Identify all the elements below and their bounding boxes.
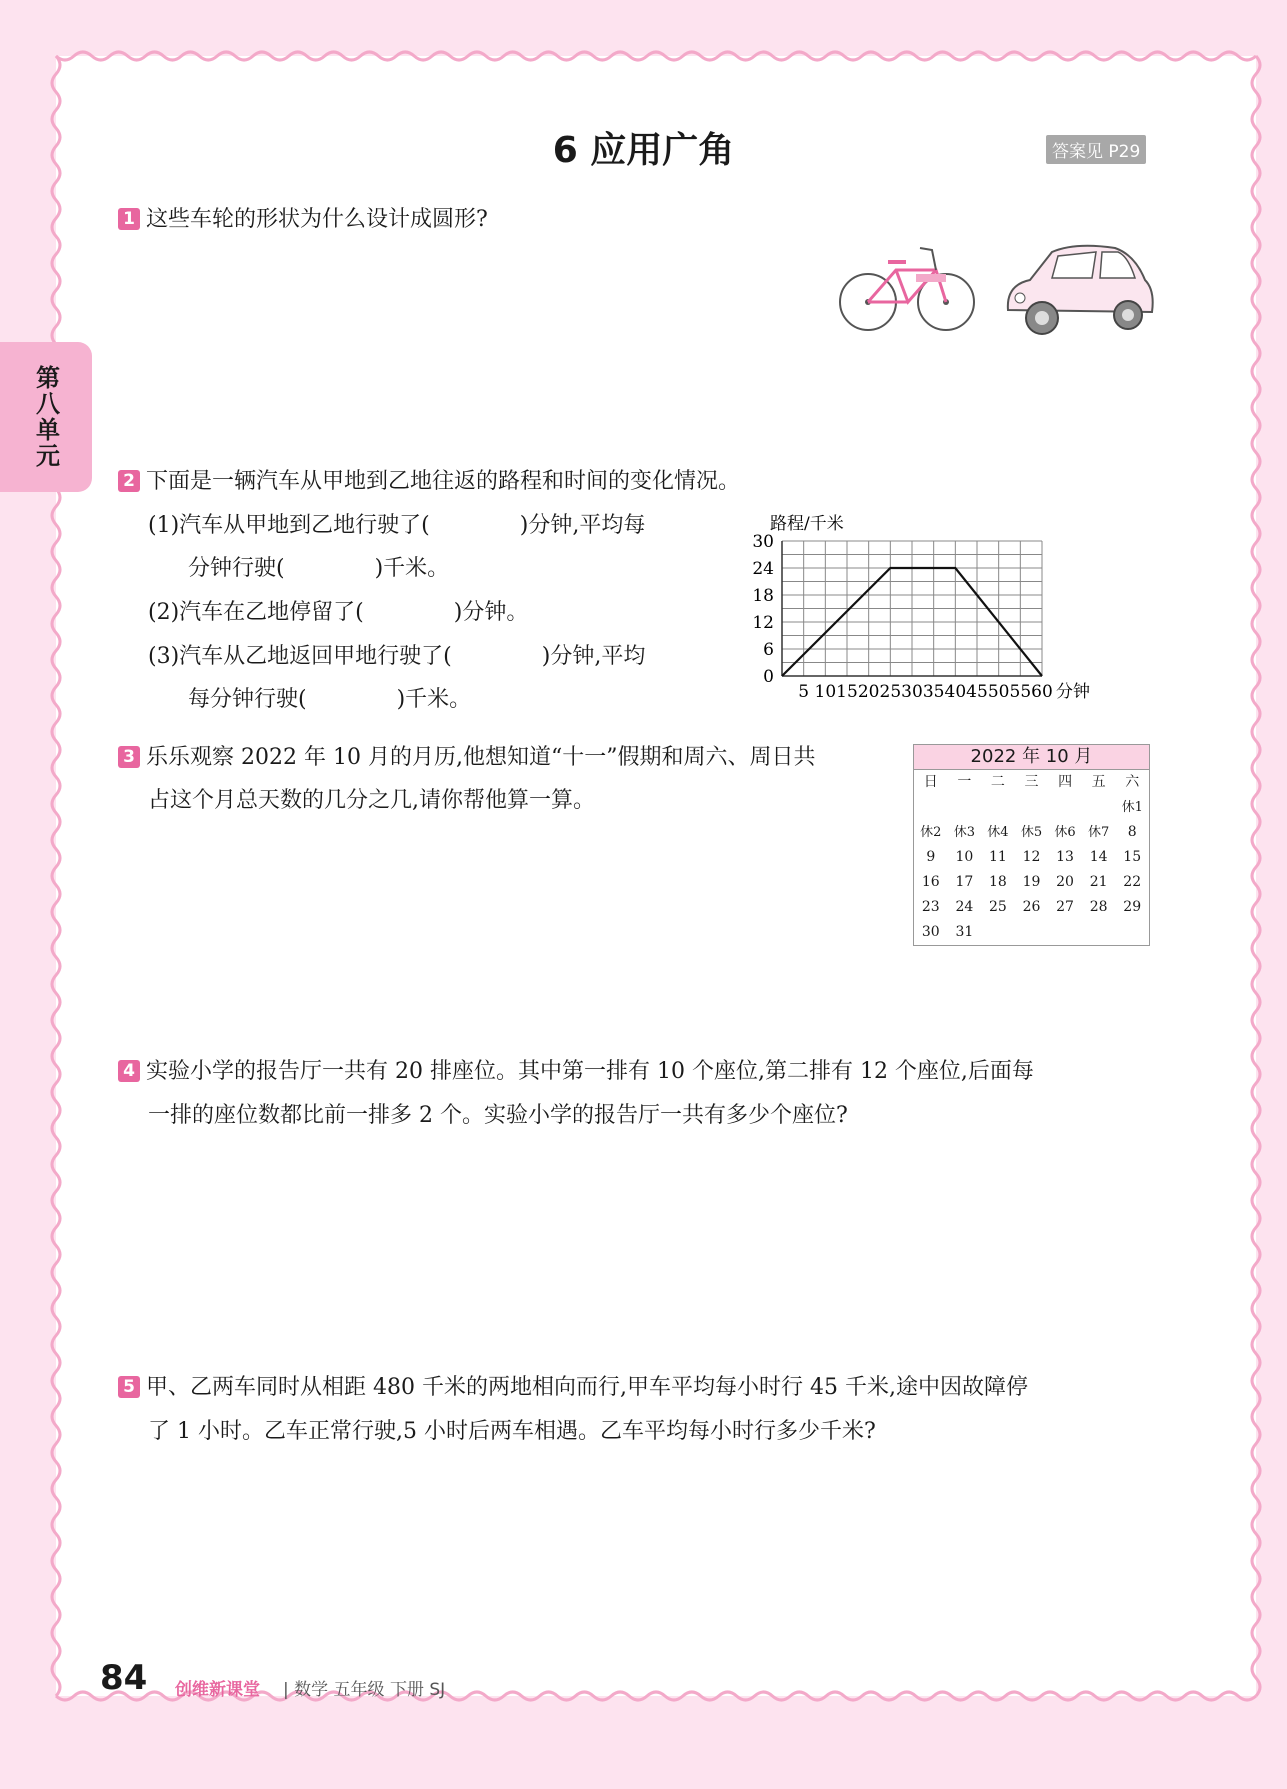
calendar-day: 21 — [1089, 874, 1108, 890]
calendar-day — [1082, 920, 1116, 945]
x-tick-label: 50 — [987, 682, 1010, 702]
calendar-weekday: 二 — [990, 774, 1005, 790]
calendar-day: 14 — [1089, 849, 1108, 865]
calendar-day: 22 — [1123, 874, 1142, 890]
question-5-line2: 了 1 小时。乙车正常行驶,5 小时后两车相遇。乙车平均每小时行多少千米? — [148, 1419, 876, 1444]
question-number: 5 — [118, 1376, 140, 1398]
calendar-day: 18 — [989, 874, 1007, 890]
calendar-weekday: 六 — [1125, 774, 1140, 790]
calendar-day: 11 — [989, 849, 1007, 865]
calendar-weekday: 四 — [1058, 774, 1073, 790]
calendar-day: 16 — [921, 874, 940, 890]
question-3-line1 — [118, 740, 815, 771]
q2-part-3-line2: 每分钟行驶( )千米。 — [188, 687, 472, 712]
calendar-day — [1015, 920, 1049, 945]
calendar-day: 休7 — [1087, 825, 1110, 840]
calendar-day: 9 — [926, 849, 936, 865]
x-tick-label: 5 — [798, 682, 810, 702]
calendar-day: 休6 — [1054, 825, 1076, 840]
question-text: 实验小学的报告厅一共有 20 排座位。其中第一排有 10 个座位,第二排有 12 个座位,后面每 — [146, 1059, 1034, 1084]
calendar-day — [981, 795, 1015, 820]
calendar-day — [914, 795, 948, 820]
calendar-day: 休5 — [1020, 825, 1043, 840]
question-5-line1 — [118, 1370, 1028, 1401]
question-text: 这些车轮的形状为什么设计成圆形? — [146, 207, 488, 232]
calendar-day — [1048, 920, 1082, 945]
question-4-line1 — [118, 1054, 1034, 1085]
question-number: 2 — [118, 470, 140, 492]
question-number: 3 — [118, 746, 140, 768]
question-number: 1 — [118, 208, 140, 230]
calendar-day: 休4 — [987, 825, 1009, 840]
calendar-day: 15 — [1123, 849, 1142, 865]
page-number: 84 — [100, 1658, 148, 1698]
q2-part-1-line1: (1)汽车从甲地到乙地行驶了( )分钟,平均每 — [148, 513, 646, 538]
x-tick-label: 45 — [966, 682, 988, 702]
x-tick-label: 10 — [814, 682, 837, 702]
question-text: 下面是一辆汽车从甲地到乙地往返的路程和时间的变化情况。 — [146, 469, 741, 494]
calendar-weekday: 一 — [957, 774, 972, 790]
x-tick-label: 30 — [901, 682, 923, 702]
question-number: 4 — [118, 1060, 140, 1082]
question-2 — [118, 464, 740, 495]
calendar-day: 8 — [1127, 824, 1137, 840]
q2-part-2: (2)汽车在乙地停留了( )分钟。 — [148, 600, 529, 625]
calendar-day — [948, 795, 982, 820]
x-axis-label: 分钟 — [1056, 682, 1090, 702]
y-tick-label: 6 — [763, 640, 774, 660]
answer-reference-badge: 答案见 P29 — [1046, 135, 1146, 164]
calendar-day: 休1 — [1121, 800, 1143, 815]
calendar-day — [1015, 795, 1049, 820]
calendar-day: 17 — [955, 874, 974, 890]
unit-side-tab — [0, 342, 92, 492]
calendar-day: 10 — [955, 849, 974, 865]
y-tick-label: 18 — [752, 586, 774, 606]
y-tick-label: 12 — [752, 613, 774, 633]
calendar-day: 29 — [1123, 899, 1142, 915]
car-illustration — [1000, 240, 1160, 350]
calendar-day: 31 — [955, 924, 974, 940]
question-text: 乐乐观察 2022 年 10 月的月历,他想知道“十一”假期和周六、周日共 — [146, 745, 816, 770]
question-text: 甲、乙两车同时从相距 480 千米的两地相向而行,甲车平均每小时行 45 千米,途中因故障停 — [146, 1375, 1028, 1400]
calendar-day: 30 — [921, 924, 940, 940]
calendar-day: 20 — [1056, 874, 1074, 890]
calendar-weekday: 五 — [1091, 774, 1106, 790]
calendar-day: 19 — [1022, 874, 1041, 890]
distance-time-chart — [740, 500, 1170, 710]
x-tick-label: 60 — [1031, 682, 1053, 702]
x-tick-label: 25 — [879, 682, 902, 702]
x-tick-label: 40 — [944, 682, 967, 702]
calendar-day: 28 — [1089, 899, 1108, 915]
calendar-day: 25 — [989, 899, 1007, 915]
question-3-line2: 占这个月总天数的几分之几,请你帮他算一算。 — [148, 788, 595, 813]
calendar-day: 12 — [1022, 849, 1041, 865]
y-axis-label: 路程/千米 — [770, 514, 844, 534]
y-tick-label: 24 — [752, 559, 774, 579]
calendar-weekday: 日 — [923, 774, 938, 790]
calendar-day: 27 — [1056, 899, 1074, 915]
calendar-grid — [914, 770, 1149, 945]
calendar — [913, 744, 1150, 946]
calendar-day: 26 — [1022, 899, 1041, 915]
calendar-title: 2022 年 10 月 — [914, 745, 1149, 770]
bicycle-illustration — [836, 240, 976, 340]
calendar-weekday: 三 — [1024, 774, 1039, 790]
page-title: 6 应用广角 — [552, 130, 735, 171]
question-4-line2: 一排的座位数都比前一排多 2 个。实验小学的报告厅一共有多少个座位? — [148, 1103, 848, 1128]
x-tick-label: 15 — [836, 682, 858, 702]
question-1 — [118, 202, 488, 233]
calendar-day: 13 — [1056, 849, 1074, 865]
y-tick-label: 30 — [752, 532, 774, 552]
q2-part-1-line2: 分钟行驶( )千米。 — [188, 556, 450, 581]
calendar-day: 休2 — [920, 825, 942, 840]
calendar-day — [1048, 795, 1082, 820]
unit-label: 第八单元 — [31, 365, 60, 469]
brand-name: 创维新课堂 — [175, 1680, 260, 1700]
calendar-day — [1115, 920, 1149, 945]
y-tick-label: 0 — [763, 667, 774, 687]
q2-part-3-line1: (3)汽车从乙地返回甲地行驶了( )分钟,平均 — [148, 644, 646, 669]
calendar-day — [981, 920, 1015, 945]
calendar-day — [1082, 795, 1116, 820]
calendar-day: 23 — [921, 899, 940, 915]
x-tick-label: 55 — [1009, 682, 1032, 702]
calendar-day: 24 — [955, 899, 974, 915]
x-tick-label: 35 — [922, 682, 945, 702]
book-info: | 数学 五年级 下册 SJ — [283, 1680, 446, 1700]
calendar-day: 休3 — [953, 825, 975, 840]
x-tick-label: 20 — [857, 682, 880, 702]
